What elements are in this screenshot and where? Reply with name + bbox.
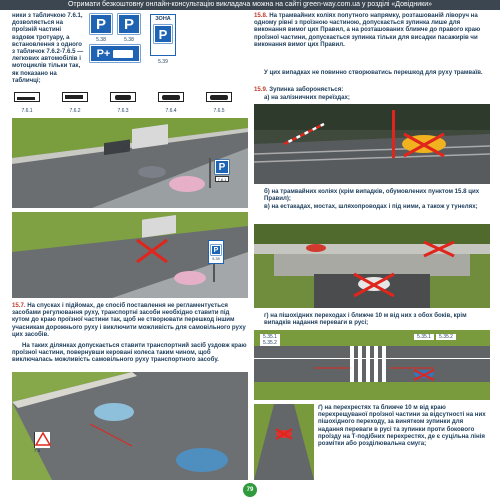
photo1-p-sign: P: [215, 160, 229, 174]
paragraph-15-7-number: 15.7.: [12, 302, 26, 309]
plate-7-6-1: [14, 92, 40, 102]
right-column: [254, 12, 490, 477]
page-number-badge: [243, 483, 257, 497]
zone-p-icon: P: [154, 25, 172, 43]
paragraph-15-7-b: На таких ділянках допускається ставити транспортний засіб уздовж краю проїзної частини, повернувши керовані колеса таким чином, щоб виключалась можливість самовільного руху транспортного засобу.: [12, 342, 247, 364]
parking-bus-sign: P+: [90, 45, 140, 62]
header-text: Отримати безкоштовну онлайн-консультацію викладача можна на сайті green-way.com.ua у розділі «Довідники»: [67, 1, 433, 8]
photo2-p-icon: P: [211, 245, 221, 255]
ped-sign-2: 5.35.2: [260, 340, 280, 346]
zone-label: ЗОНА: [155, 16, 171, 22]
illustration-slope-parking: [12, 372, 248, 480]
illustration-zone-parking: [12, 212, 248, 298]
plate-label-4: 7.6.4: [165, 108, 177, 114]
illustration-pedestrian-crossing: [254, 330, 490, 400]
paragraph-15-8-number: 15.8.: [254, 12, 268, 19]
paragraph-15-8: [254, 12, 490, 48]
plate-label-3: 7.6.3: [117, 108, 129, 114]
slope-triangle-sign: [34, 432, 50, 448]
sign-caption-539: 5.39: [158, 59, 168, 65]
item-b-text: б) на трамвайних коліях (крім випадків, обумовлених пунктом 15.8 цих Правил);: [264, 188, 480, 203]
plate-label-5: 7.6.5: [213, 108, 225, 114]
paragraph-15-7: [12, 302, 248, 338]
left-intro-text: ники з табличкою 7.6.1, дозволяється на проїзній частині вздовж тротуару, а встановлення з одного з табличок 7.6.2-7.6.5 — легкових автомобілів і мотоциклів тільки так, як показано на табличці;: [12, 12, 84, 84]
plate-label-1: 7.6.1: [21, 108, 33, 114]
slope-plate: 7.6: [34, 448, 41, 453]
ped-sign-1: 5.35.1: [260, 334, 280, 340]
ped-sign-4: 5.35.2: [436, 334, 456, 340]
paragraph-15-9-text: Зупинка забороняється:: [269, 86, 344, 93]
paragraph-15-7-text: На спусках і підйомах, де спосіб поставлення не регламентується засобами регулювання руху, транспортні засоби необхідно ставити під кутом до краю проїзної частини так, щоб не створювати перешкод іншим учасникам дорожнього руху і виключити можливість для самовільного руху цих засобів.: [12, 302, 246, 338]
photo1-plate: 7.6.1: [215, 176, 229, 182]
item-v-text: в) на естакадах, мостах, шляхопроводах і під ними, а також у тунелях;: [264, 203, 478, 210]
parking-sign-538a: P: [90, 14, 112, 34]
zone-parking-sign: [150, 14, 176, 56]
paragraph-15-8-b: У цих випадках не повинно створюватись перешкод для руху трамваїв.: [264, 69, 483, 76]
item-a-text: а) на залізничних переїздах;: [264, 94, 350, 101]
plate-7-6-4: [158, 92, 184, 102]
item-g-text: г) на пішохідних переходах і ближче 10 м від них з обох боків, крім випадків надання переваги в русі;: [264, 312, 467, 327]
illustration-intersection: [254, 404, 314, 480]
illustration-railway-crossing: [254, 104, 490, 184]
item-gg-text: ґ) на перехрестях та ближче 10 м від краю перехрещуваної проїзної частини за відсутності на них пішохідного переходу, за винятком зупинки для надання переваги в русі та зупинки проти бокового проїзду на Т-подібних перехрестях, де є суцільна лінія розмітки або розділювальна смуга;: [318, 404, 486, 448]
plate-7-6-5: [206, 92, 232, 102]
photo2-plate: 5.39: [212, 257, 220, 261]
ped-sign-3: 5.35.1: [414, 334, 434, 340]
paragraph-15-9: [254, 86, 490, 93]
illustration-parking-along-sidewalk: [12, 118, 248, 208]
photo2-zone-sign: [208, 240, 224, 264]
paragraph-15-8-text: На трамвайних коліях попутного напрямку, розташованій ліворуч на одному рівні з проїзною частиною, допускається зупинка лише для виконання вимог цих Правил, а на розташованих ближче до правого краю проїзної частини, допускається зупинка тільки для висадки пасажирів чи виконання вимог цих Правил.: [254, 12, 481, 48]
header-banner: [0, 0, 500, 10]
parking-sign-538b: P: [118, 14, 140, 34]
left-column: [12, 12, 248, 477]
page-number: 79: [246, 487, 254, 493]
illustration-bridge-overpass: [254, 224, 490, 308]
sign-caption-538b: 5.38: [124, 37, 134, 43]
sign-caption-538a: 5.38: [96, 37, 106, 43]
plate-7-6-3: [110, 92, 136, 102]
plate-7-6-2: [62, 92, 88, 102]
plate-label-2: 7.6.2: [69, 108, 81, 114]
paragraph-15-9-number: 15.9.: [254, 86, 268, 93]
